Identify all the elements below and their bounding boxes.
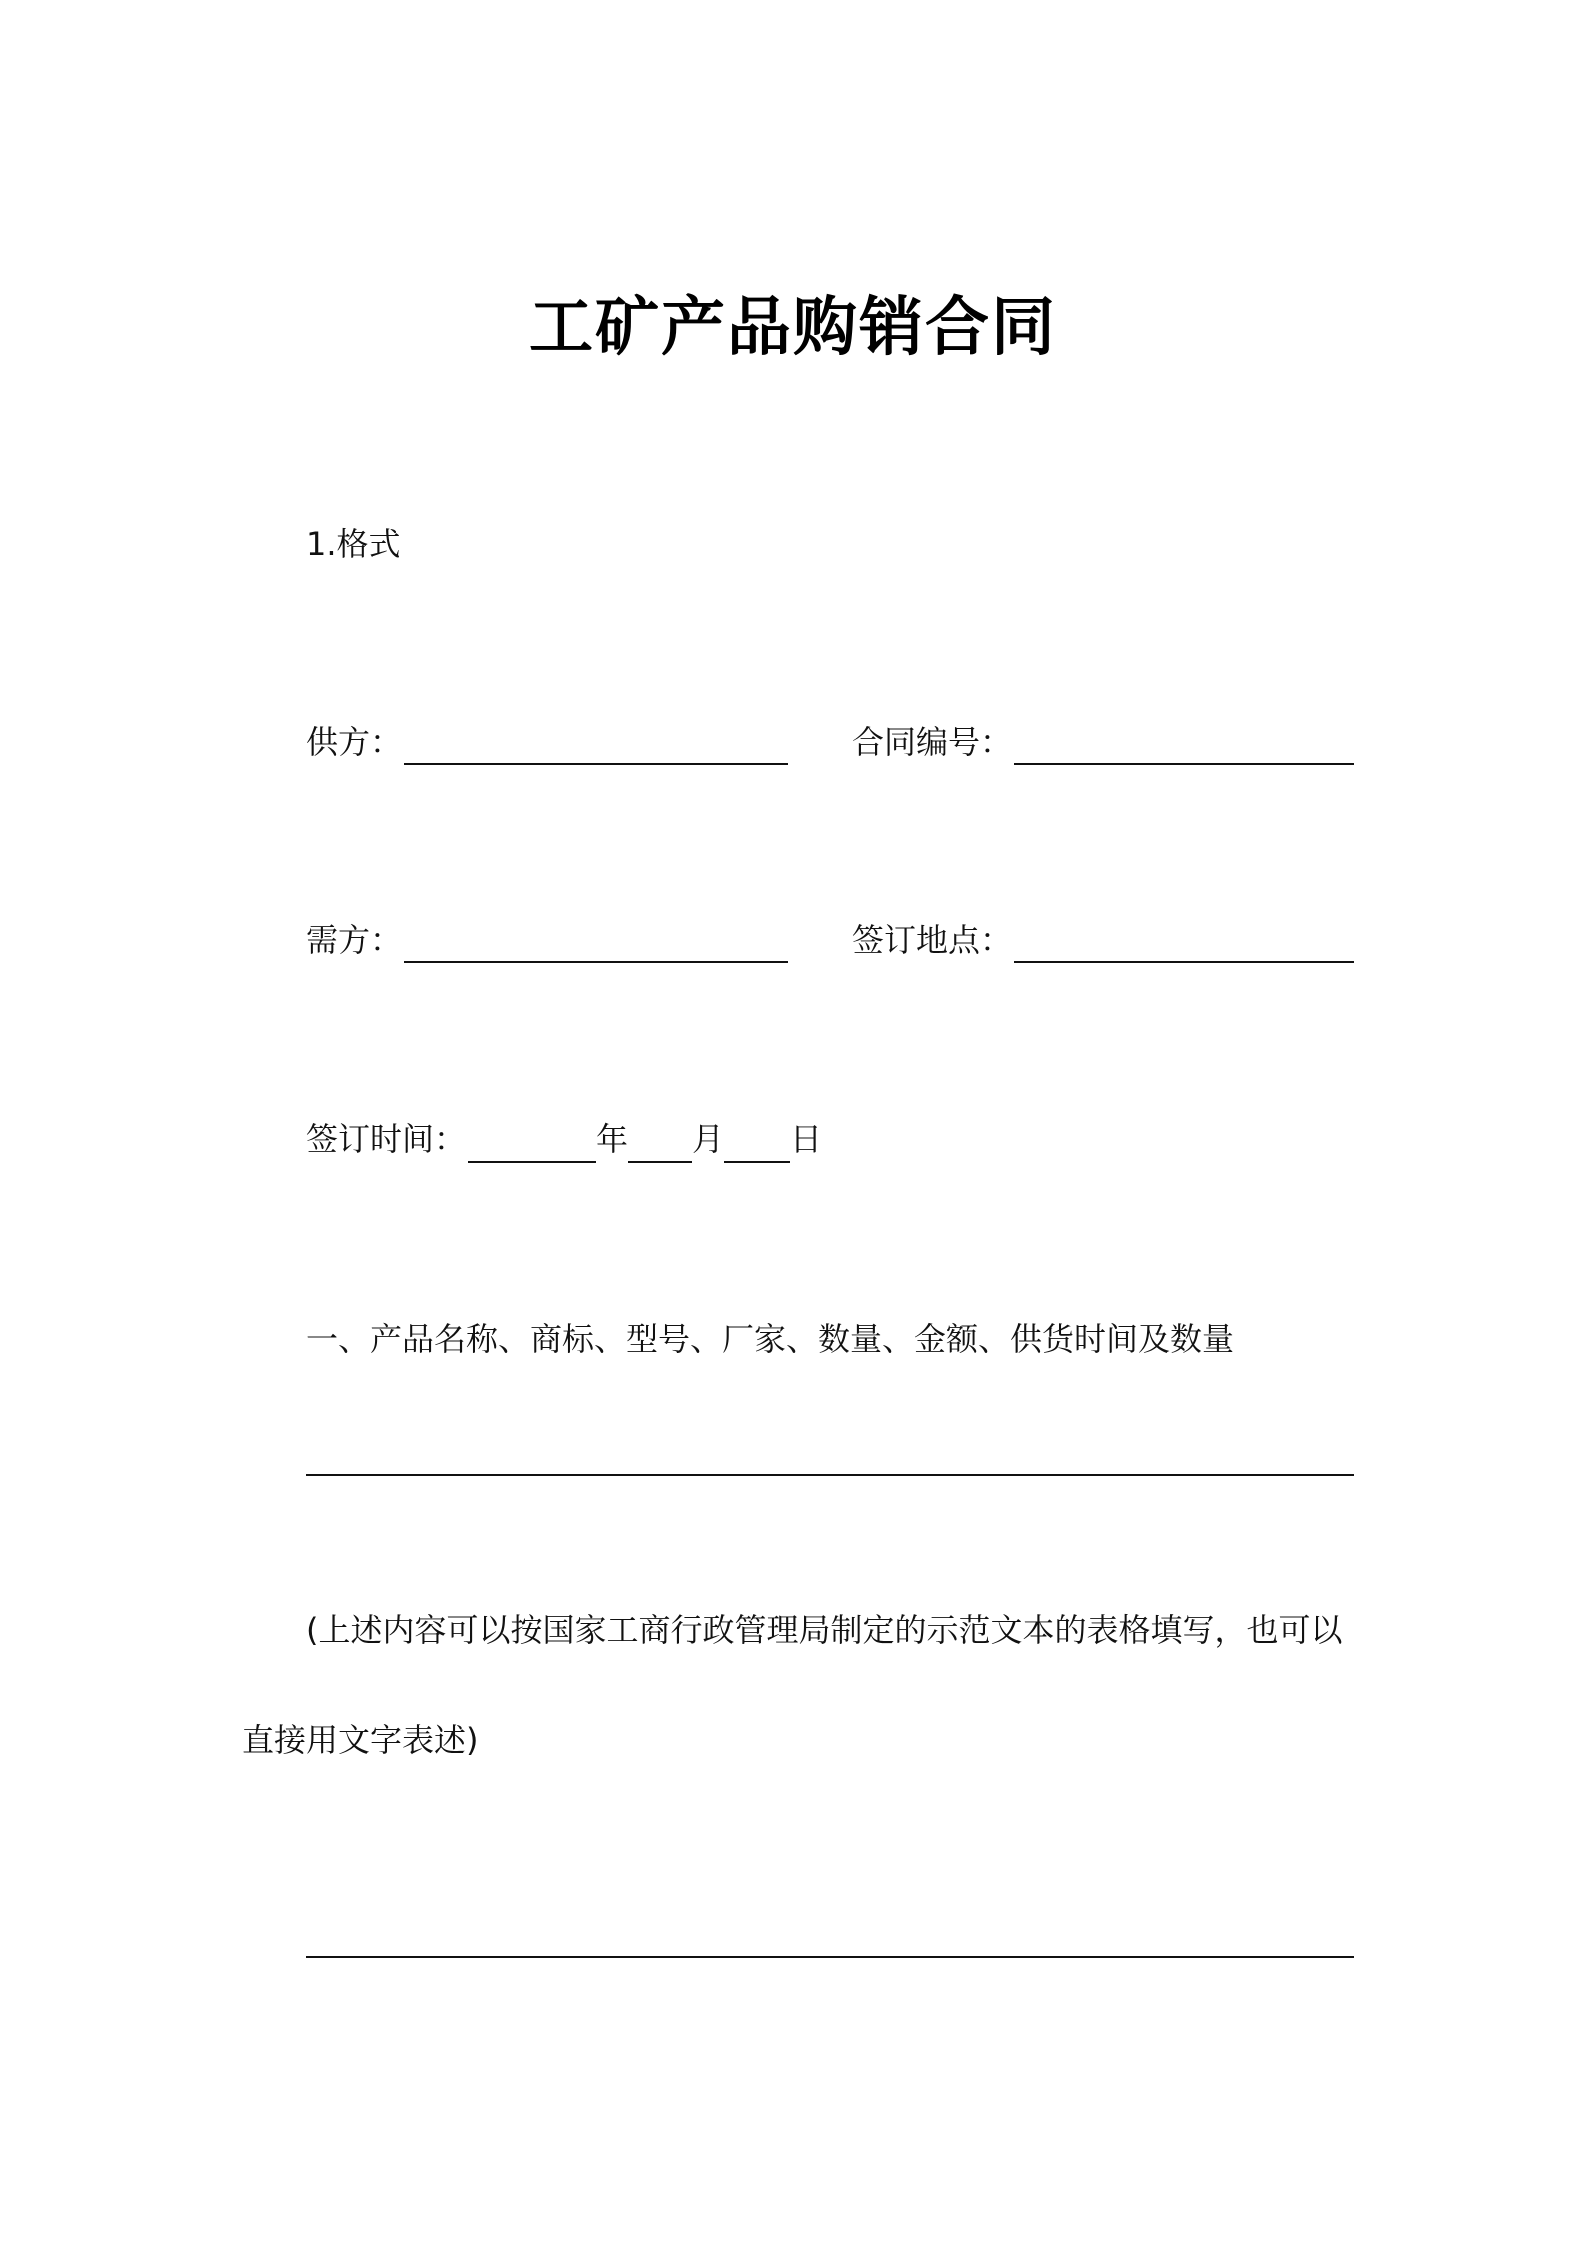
note-line-1: (上述内容可以按国家工商行政管理局制定的示范文本的表格填写，也可以 <box>306 1611 1343 1649</box>
sign-place-label: 签订地点： <box>852 921 1013 959</box>
sign-place-blank-line[interactable] <box>1014 961 1354 963</box>
content-blank-line[interactable] <box>306 1956 1354 1958</box>
clause-1-heading: 一、产品名称、商标、型号、厂家、数量、金额、供货时间及数量 <box>306 1320 1235 1358</box>
day-label: 日 <box>790 1120 823 1158</box>
buyer-label: 需方： <box>306 921 403 959</box>
contract-number-blank-line[interactable] <box>1014 763 1354 765</box>
clause-1-blank-line[interactable] <box>306 1474 1354 1476</box>
document-title: 工矿产品购销合同 <box>529 291 1057 365</box>
month-label: 月 <box>692 1120 725 1158</box>
section-format-label: 1.格式 <box>306 525 401 563</box>
sign-month-blank-line[interactable] <box>628 1161 692 1163</box>
sign-year-blank-line[interactable] <box>468 1161 596 1163</box>
note-line-2: 直接用文字表述) <box>242 1721 479 1759</box>
buyer-blank-line[interactable] <box>404 961 788 963</box>
sign-day-blank-line[interactable] <box>724 1161 790 1163</box>
year-label: 年 <box>596 1120 629 1158</box>
sign-time-label: 签订时间： <box>306 1120 467 1158</box>
supplier-blank-line[interactable] <box>404 763 788 765</box>
contract-number-label: 合同编号： <box>852 723 1013 761</box>
supplier-label: 供方： <box>306 723 403 761</box>
